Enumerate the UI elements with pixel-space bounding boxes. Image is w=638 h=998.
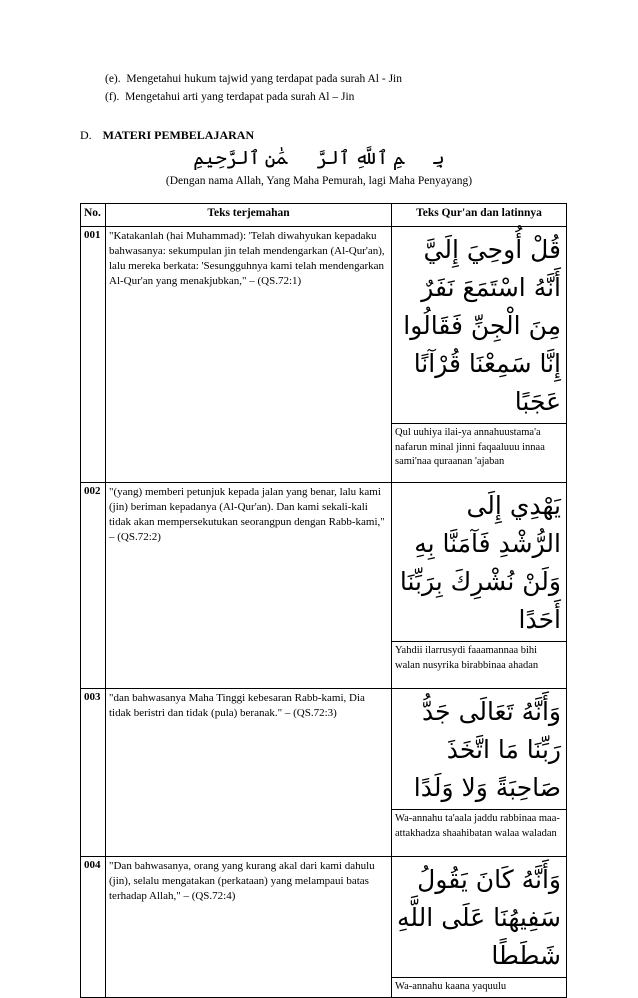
- table-row: [81, 689, 567, 810]
- table-row: [81, 483, 567, 642]
- objective-marker: (f).: [105, 91, 120, 103]
- row-latin: Qul uuhiya ilai-ya annahuustama'a nafarun minal jinni faqaaluuu innaa sami'naa quraanan 'ajaban: [392, 424, 567, 483]
- basmalah-translation: (Dengan nama Allah, Yang Maha Pemurah, lagi Maha Penyayang): [165, 175, 473, 187]
- section-title: MATERI PEMBELAJARAN: [102, 128, 255, 142]
- header-no: No.: [81, 204, 106, 227]
- row-latin: Wa-annahu ta'aala jaddu rabbinaa maa-attakhadza shaahibatan walaa waladan: [392, 810, 567, 857]
- row-translation: "Katakanlah (hai Muhammad): 'Telah diwahyukan kepadaku bahwasanya: sekumpulan jin telah mendengarkan (Al-Qur'an), lalu mereka berkata: 'Sesungguhnya kami telah mendengarkan Al-Qur'an yang menakjubkan," – (QS.72:1): [106, 227, 392, 483]
- objective-text: Mengetahui hukum tajwid yang terdapat pada surah Al - Jin: [126, 73, 403, 85]
- header-translation: Teks terjemahan: [106, 204, 392, 227]
- basmalah: بِسۡمِ ٱللَّهِ ٱلرَّحۡمَٰنِ ٱلرَّحِيمِ: [193, 148, 445, 169]
- row-arabic: وَأَنَّهُ كَانَ يَقُولُ سَفِيهُنَا عَلَى اللَّهِ شَطَطًا: [392, 857, 567, 978]
- objective-e: [105, 73, 402, 85]
- table-row: [81, 227, 567, 424]
- section-letter: D.: [80, 128, 92, 142]
- row-translation: "dan bahwasanya Maha Tinggi kebesaran Rabb-kami, Dia tidak beristri dan tidak (pula) beranak." – (QS.72:3): [106, 689, 392, 857]
- row-number: 004: [81, 857, 106, 998]
- section-heading: [80, 128, 254, 143]
- row-number: 002: [81, 483, 106, 689]
- objective-marker: (e).: [105, 73, 121, 85]
- row-number: 003: [81, 689, 106, 857]
- row-arabic: قُلْ أُوحِيَ إِلَيَّ أَنَّهُ اسْتَمَعَ نَفَرٌ مِنَ الْجِنِّ فَقَالُوا إِنَّا سَمِعْنَا قُرْآنًا عَجَبًا: [392, 227, 567, 424]
- row-translation: "Dan bahwasanya, orang yang kurang akal dari kami dahulu (jin), selalu mengatakan (perkataan) yang melampaui batas terhadap Allah," – (QS.72:4): [106, 857, 392, 998]
- table-row: [81, 857, 567, 978]
- row-latin: Yahdii ilarrusydi faaamannaa bihi walan nusyrika birabbinaa ahadan: [392, 642, 567, 689]
- table-header-row: [81, 204, 567, 227]
- verse-table: [80, 203, 567, 998]
- row-latin: Wa-annahu kaana yaquulu: [392, 978, 567, 998]
- row-arabic: وَأَنَّهُ تَعَالَى جَدُّ رَبِّنَا مَا اتَّخَذَ صَاحِبَةً وَلا وَلَدًا: [392, 689, 567, 810]
- header-quran: Teks Qur'an dan latinnya: [392, 204, 567, 227]
- row-arabic: يَهْدِي إِلَى الرُّشْدِ فَآمَنَّا بِهِ وَلَنْ نُشْرِكَ بِرَبِّنَا أَحَدًا: [392, 483, 567, 642]
- row-translation: "(yang) memberi petunjuk kepada jalan yang benar, lalu kami (jin) beriman kepadanya (Al-Qur'an). Dan kami sekali-kali tidak akan mempersekutukan seorangpun dengan Rabb-kami," – (QS.72:2): [106, 483, 392, 689]
- objective-text: Mengetahui arti yang terdapat pada surah Al – Jin: [125, 91, 355, 103]
- objective-f: [105, 91, 354, 103]
- row-number: 001: [81, 227, 106, 483]
